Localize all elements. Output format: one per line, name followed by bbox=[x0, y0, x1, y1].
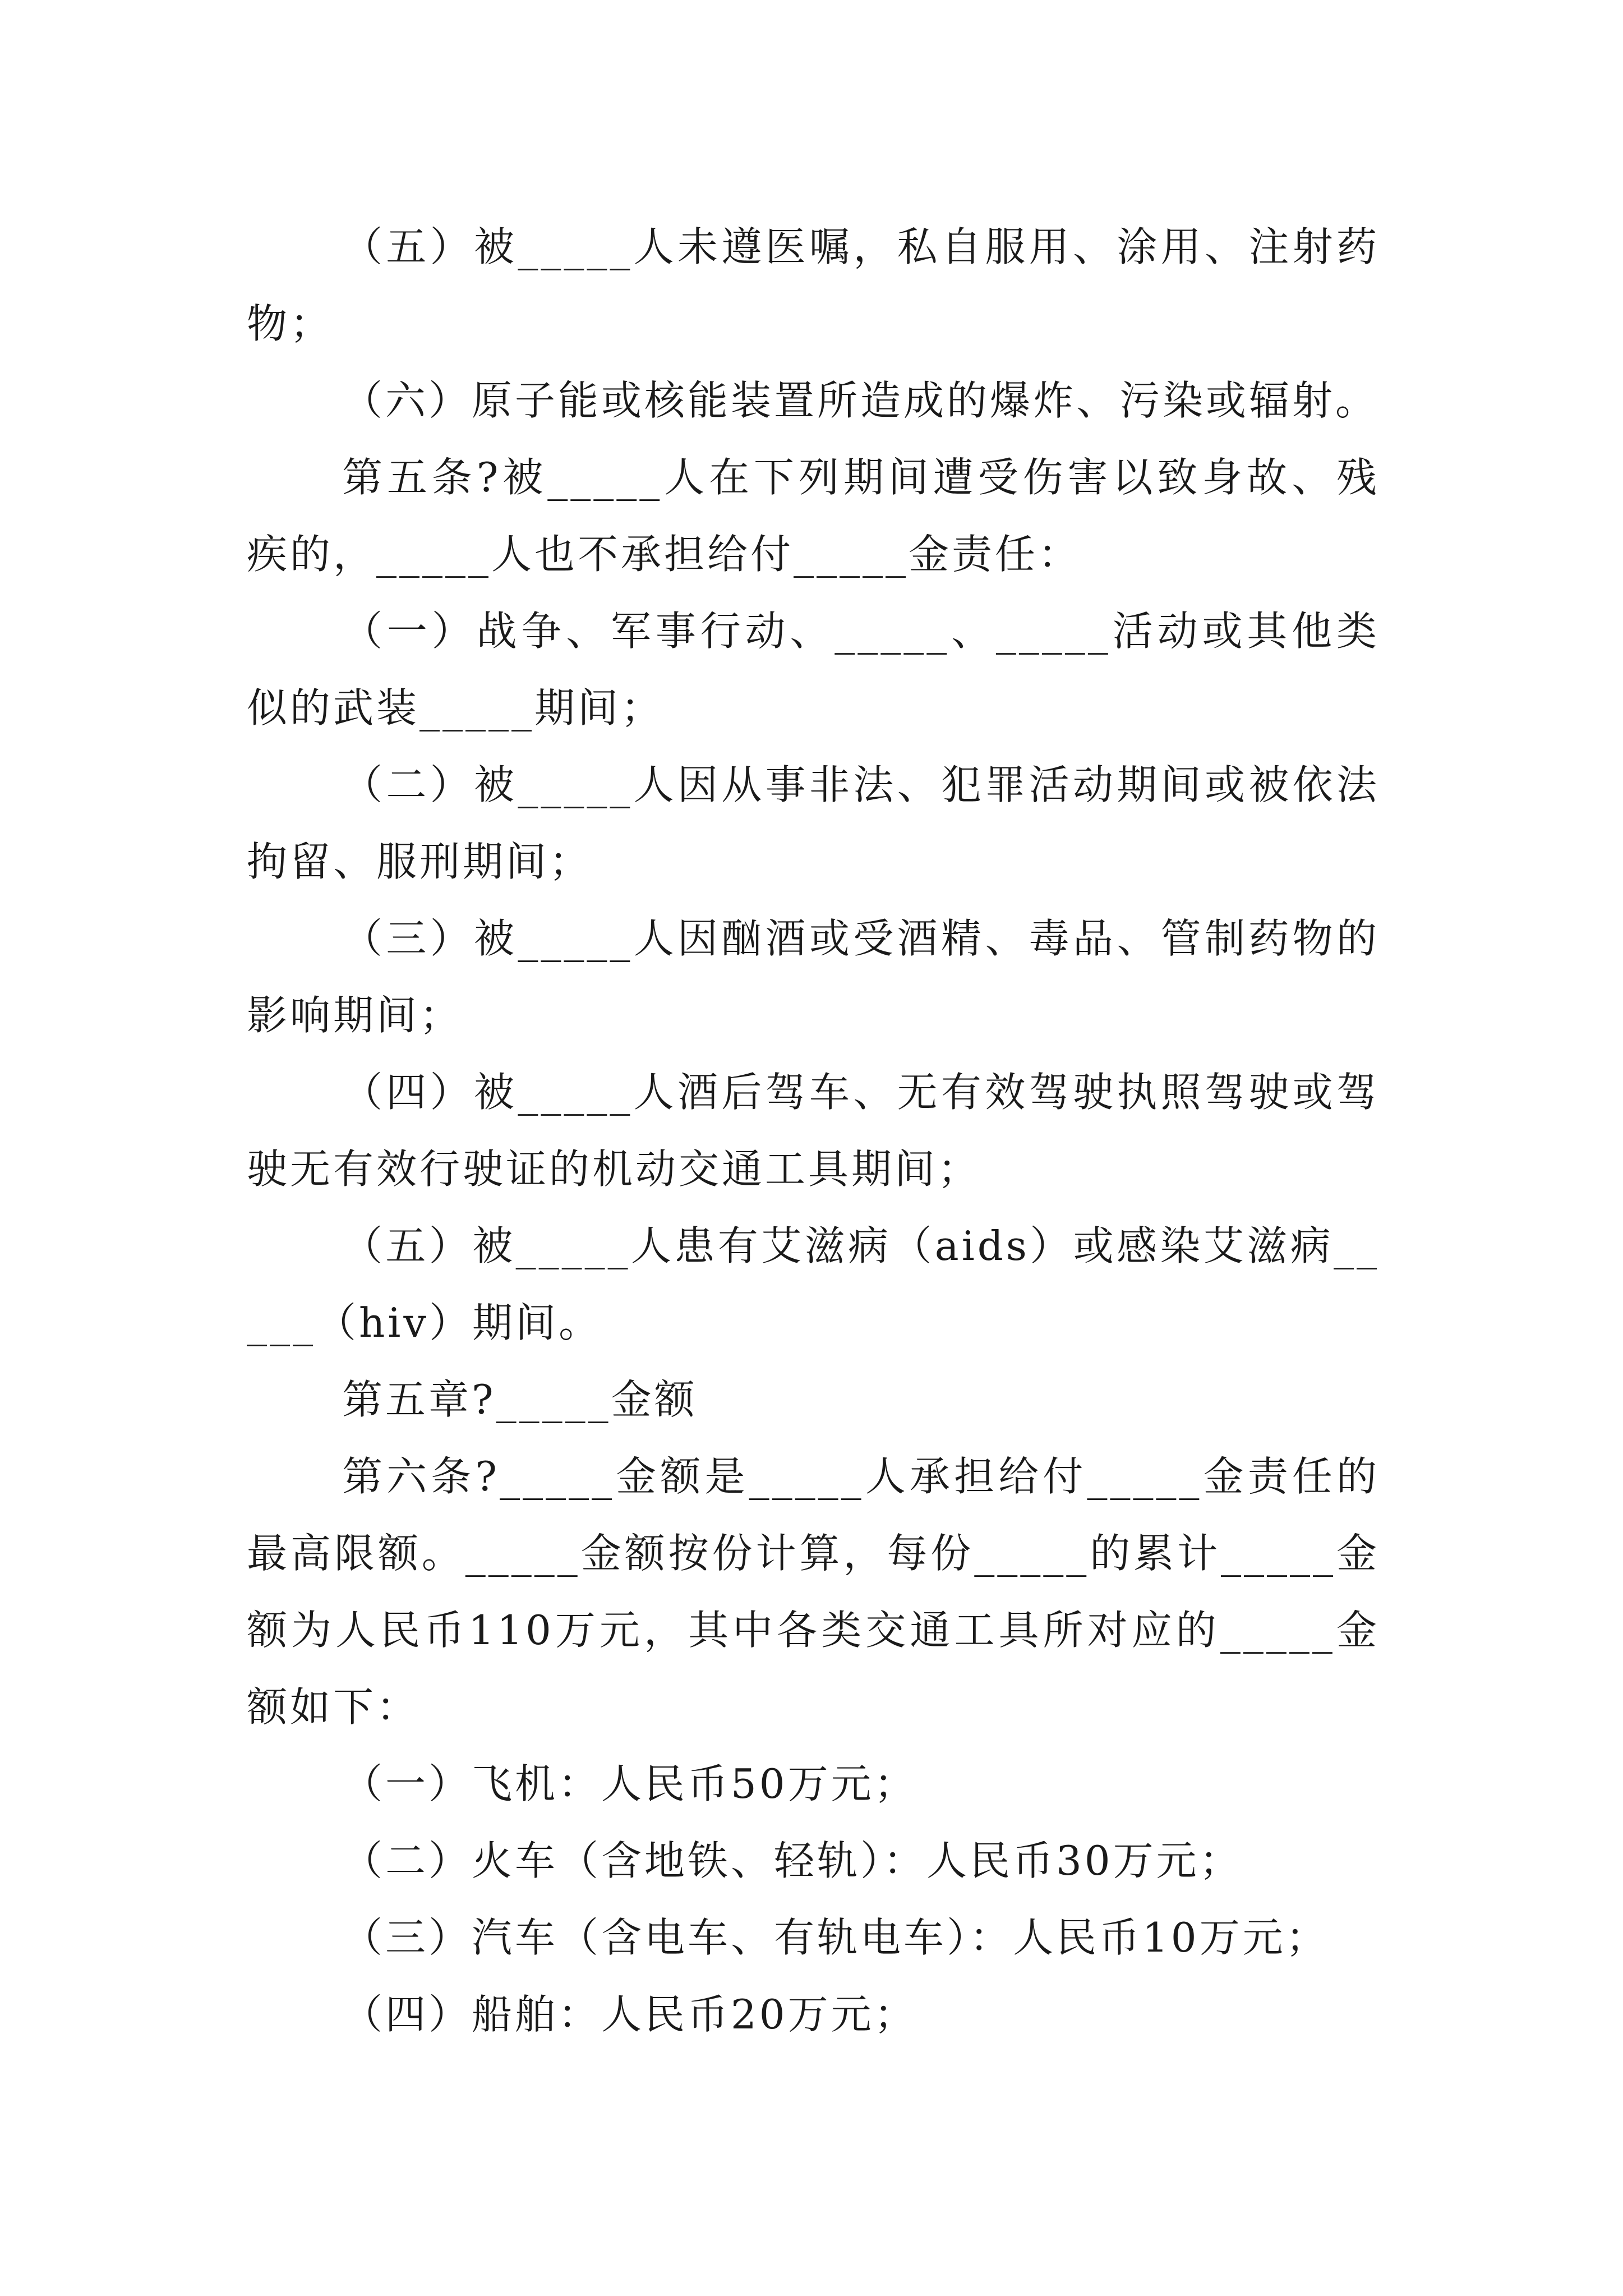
paragraph-article-6-item-3: （三）汽车（含电车、有轨电车）：人民币10万元； bbox=[342, 1914, 1329, 1961]
paragraph-clause-5-5: （五）被_____人未遵医嘱，私自服用、涂用、注射药物； bbox=[247, 223, 1380, 347]
paragraph-article-5: 第五条?被_____人在下列期间遭受伤害以致身故、残疾的，_____人也不承担给付_____金责任： bbox=[247, 454, 1380, 578]
paragraph-article-5-item-3: （三）被_____人因酗酒或受酒精、毒品、管制药物的影响期间； bbox=[247, 915, 1380, 1039]
paragraph-article-6-item-4: （四）船舶：人民币20万元； bbox=[342, 1991, 917, 2038]
chapter-5-heading: 第五章?_____金额 bbox=[342, 1376, 698, 1423]
paragraph-article-5-item-2: （二）被_____人因从事非法、犯罪活动期间或被依法拘留、服刑期间； bbox=[247, 761, 1380, 885]
paragraph-clause-5-6: （六）原子能或核能装置所造成的爆炸、污染或辐射。 bbox=[342, 377, 1379, 424]
paragraph-article-5-item-5: （五）被_____人患有艾滋病（aids）或感染艾滋病_____（hiv）期间。 bbox=[247, 1222, 1380, 1346]
document-body bbox=[247, 209, 1380, 2053]
paragraph-article-6: 第六条?_____金额是_____人承担给付_____金责任的最高限额。_____金额按份计算，每份_____的累计_____金额为人民币110万元，其中各类交通工具所对应的_____金额如下： bbox=[247, 1453, 1380, 1731]
paragraph-article-6-item-1: （一）飞机：人民币50万元； bbox=[342, 1760, 917, 1807]
paragraph-article-5-item-4: （四）被_____人酒后驾车、无有效驾驶执照驾驶或驾驶无有效行驶证的机动交通工具期间； bbox=[247, 1069, 1380, 1193]
paragraph-article-5-item-1: （一）战争、军事行动、_____、_____活动或其他类似的武装_____期间； bbox=[247, 608, 1380, 731]
paragraph-article-6-item-2: （二）火车（含地铁、轻轨）：人民币30万元； bbox=[342, 1837, 1243, 1884]
